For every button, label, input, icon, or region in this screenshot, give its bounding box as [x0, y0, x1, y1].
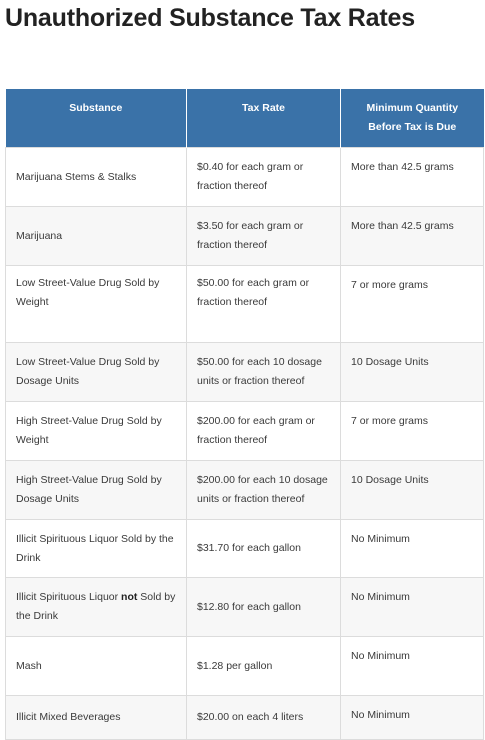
header-tax-rate: Tax Rate: [187, 89, 341, 148]
cell-substance: Marijuana Stems & Stalks: [6, 148, 187, 207]
cell-minimum: No Minimum: [341, 578, 484, 637]
cell-tax-rate: $1.28 per gallon: [187, 637, 341, 696]
cell-minimum: 10 Dosage Units: [341, 343, 484, 402]
cell-substance: High Street-Value Drug Sold by Dosage Units: [6, 461, 187, 520]
cell-minimum: More than 42.5 grams: [341, 207, 484, 266]
substance-text-start: Illicit Spirituous Liquor: [16, 591, 122, 603]
table-row: [6, 578, 484, 637]
cell-tax-rate: $0.40 for each gram or fraction thereof: [187, 148, 341, 207]
cell-tax-rate: $200.00 for each 10 dosage units or fraction thereof: [187, 461, 341, 520]
table-row: [6, 148, 484, 207]
header-substance: Substance: [6, 89, 187, 148]
cell-minimum: 7 or more grams: [341, 402, 484, 461]
cell-substance: Low Street-Value Drug Sold by Weight: [6, 266, 187, 343]
cell-substance: Mash: [6, 637, 187, 696]
cell-tax-rate: $50.00 for each 10 dosage units or fraction thereof: [187, 343, 341, 402]
tax-rates-table: [5, 89, 484, 740]
table-row: [6, 402, 484, 461]
table-row: [6, 461, 484, 520]
header-minimum-line2: Before Tax is Due: [368, 121, 457, 133]
cell-minimum: No Minimum: [341, 637, 484, 696]
header-minimum-quantity: [341, 89, 484, 148]
cell-tax-rate: $3.50 for each gram or fraction thereof: [187, 207, 341, 266]
table-row: [6, 520, 484, 578]
table-row: [6, 343, 484, 402]
substance-emphasis: not: [121, 591, 138, 603]
table-row: [6, 696, 484, 740]
cell-minimum: 10 Dosage Units: [341, 461, 484, 520]
header-minimum-line1: Minimum Quantity: [366, 102, 459, 114]
cell-tax-rate: $200.00 for each gram or fraction thereof: [187, 402, 341, 461]
cell-substance: Low Street-Value Drug Sold by Dosage Units: [6, 343, 187, 402]
cell-minimum: More than 42.5 grams: [341, 148, 484, 207]
table-row: [6, 207, 484, 266]
table-row: [6, 637, 484, 696]
cell-tax-rate: $50.00 for each gram or fraction thereof: [187, 266, 341, 343]
cell-tax-rate: $20.00 on each 4 liters: [187, 696, 341, 740]
cell-substance: High Street-Value Drug Sold by Weight: [6, 402, 187, 461]
cell-tax-rate: $31.70 for each gallon: [187, 520, 341, 578]
table-row: [6, 266, 484, 343]
cell-tax-rate: $12.80 for each gallon: [187, 578, 341, 637]
table-header-row: [6, 89, 484, 148]
cell-substance: [6, 578, 187, 637]
cell-substance: Marijuana: [6, 207, 187, 266]
cell-substance: Illicit Spirituous Liquor Sold by the Drink: [6, 520, 187, 578]
cell-minimum: No Minimum: [341, 520, 484, 578]
cell-minimum: No Minimum: [341, 696, 484, 740]
substance-text-end: Sold by the Drink: [16, 591, 176, 622]
cell-substance: Illicit Mixed Beverages: [6, 696, 187, 740]
cell-minimum: 7 or more grams: [341, 266, 484, 343]
page-title: Unauthorized Substance Tax Rates: [5, 4, 415, 32]
